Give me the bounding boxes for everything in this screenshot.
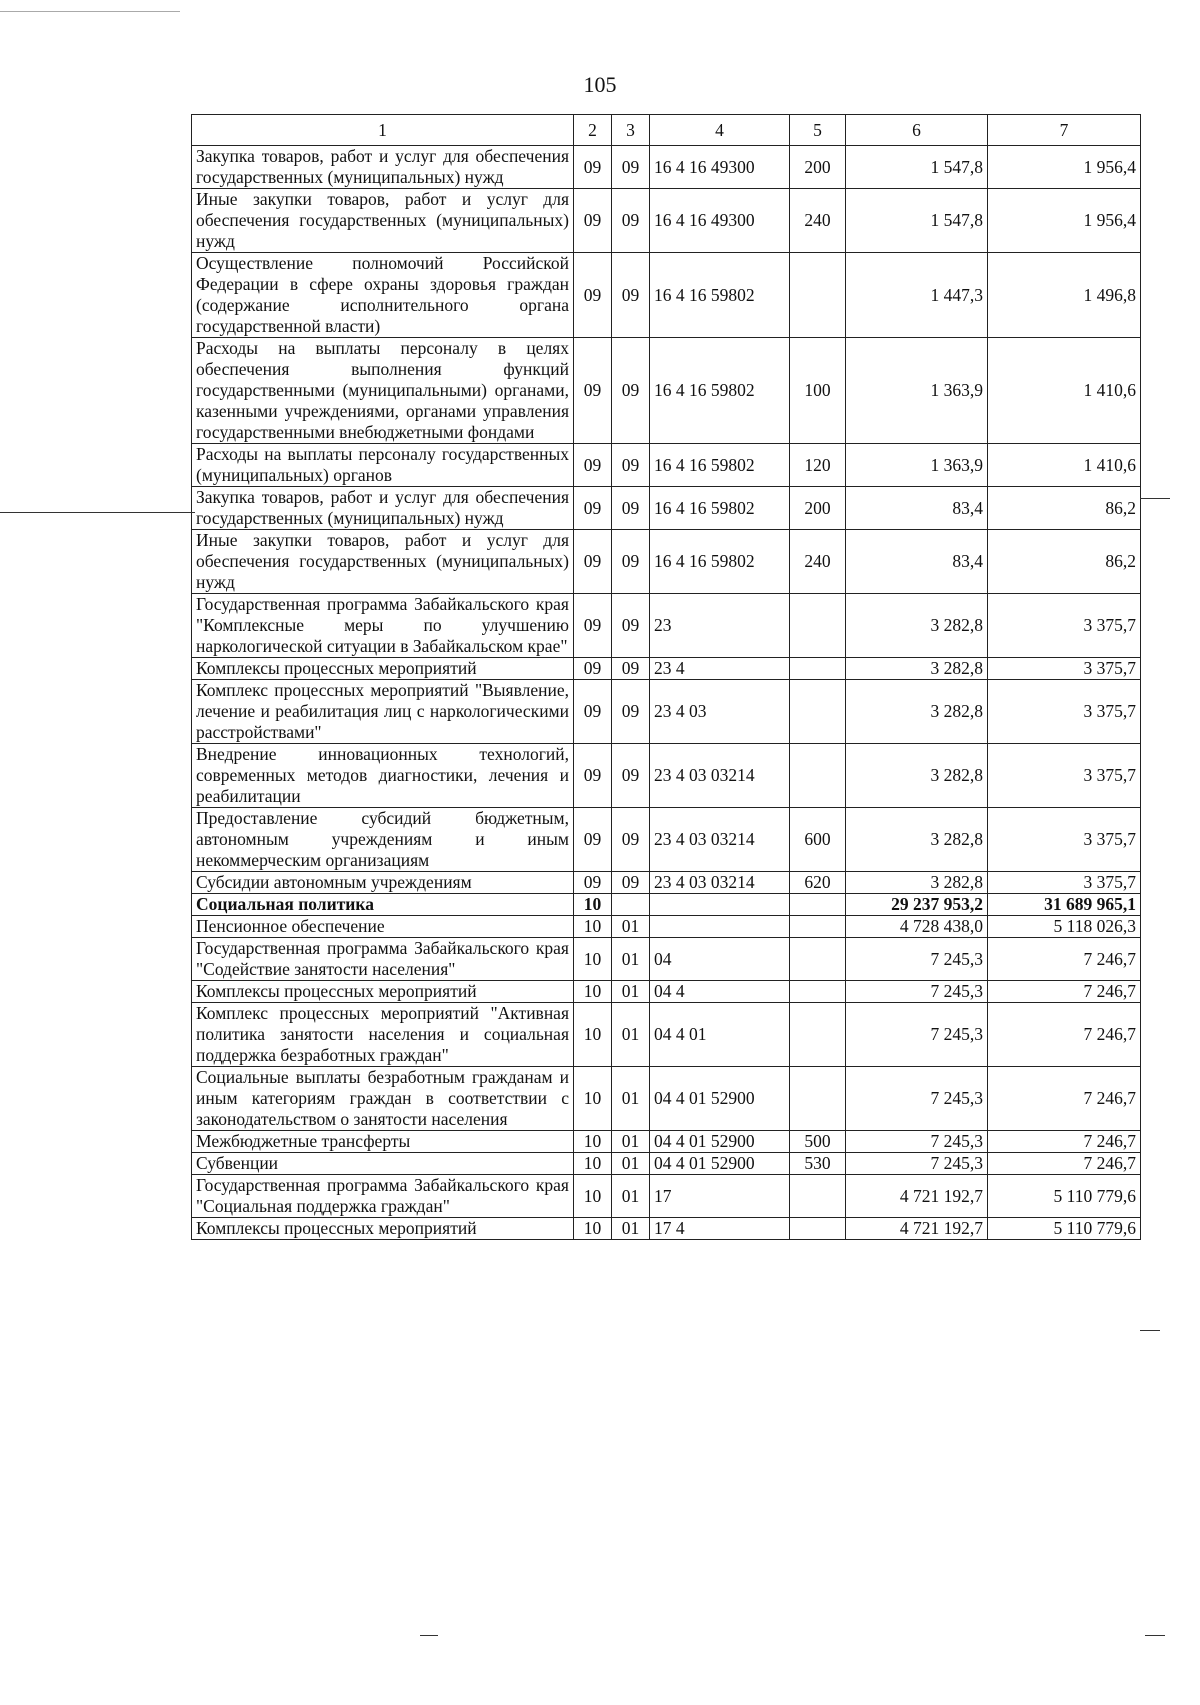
item-name-cell: Расходы на выплаты персоналу государственных (муниципальных) органов (192, 444, 574, 487)
expense-type-cell: 240 (790, 189, 846, 253)
amount-year2-cell: 7 246,7 (988, 938, 1141, 981)
section-code-cell: 09 (574, 444, 612, 487)
amount-year2-cell: 1 410,6 (988, 444, 1141, 487)
target-article-cell: 04 4 (650, 981, 790, 1003)
amount-year1-cell: 3 282,8 (846, 680, 988, 744)
subsection-code-cell: 01 (612, 916, 650, 938)
amount-year2-cell: 1 496,8 (988, 253, 1141, 338)
expense-type-cell (790, 1003, 846, 1067)
subsection-code-cell: 09 (612, 680, 650, 744)
amount-year1-cell: 7 245,3 (846, 1153, 988, 1175)
amount-year2-cell: 3 375,7 (988, 594, 1141, 658)
section-code-cell: 09 (574, 808, 612, 872)
target-article-cell: 04 4 01 52900 (650, 1153, 790, 1175)
item-name-cell: Иные закупки товаров, работ и услуг для обеспечения государственных (муниципальных) нужд (192, 189, 574, 253)
subsection-code-cell: 09 (612, 872, 650, 894)
table-row (192, 487, 1141, 530)
table-row (192, 444, 1141, 487)
amount-year1-cell: 3 282,8 (846, 872, 988, 894)
amount-year1-cell: 83,4 (846, 530, 988, 594)
section-code-cell: 09 (574, 189, 612, 253)
table-row (192, 872, 1141, 894)
table-row (192, 658, 1141, 680)
subsection-code-cell: 09 (612, 658, 650, 680)
item-name-cell: Субвенции (192, 1153, 574, 1175)
target-article-cell: 23 4 03 03214 (650, 744, 790, 808)
section-code-cell: 10 (574, 938, 612, 981)
item-name-cell: Государственная программа Забайкальского края "Социальная поддержка граждан" (192, 1175, 574, 1218)
table-row (192, 1003, 1141, 1067)
amount-year1-cell: 1 547,8 (846, 146, 988, 189)
table-row (192, 189, 1141, 253)
expense-type-cell: 200 (790, 146, 846, 189)
amount-year1-cell: 4 721 192,7 (846, 1175, 988, 1218)
item-name-cell: Комплекс процессных мероприятий "Активная политика занятости населения и социальная поддержка безработных граждан" (192, 1003, 574, 1067)
item-name-cell: Государственная программа Забайкальского края "Содействие занятости населения" (192, 938, 574, 981)
target-article-cell: 04 4 01 52900 (650, 1131, 790, 1153)
target-article-cell: 23 4 03 (650, 680, 790, 744)
item-name-cell: Закупка товаров, работ и услуг для обеспечения государственных (муниципальных) нужд (192, 487, 574, 530)
subsection-code-cell: 09 (612, 444, 650, 487)
expense-type-cell: 200 (790, 487, 846, 530)
table-row (192, 338, 1141, 444)
amount-year2-cell: 3 375,7 (988, 808, 1141, 872)
table-row (192, 808, 1141, 872)
section-code-cell: 09 (574, 146, 612, 189)
subsection-code-cell: 01 (612, 1153, 650, 1175)
item-name-cell: Комплексы процессных мероприятий (192, 981, 574, 1003)
amount-year2-cell: 5 110 779,6 (988, 1218, 1141, 1240)
section-code-cell: 10 (574, 1003, 612, 1067)
section-code-cell: 09 (574, 658, 612, 680)
section-code-cell: 09 (574, 744, 612, 808)
item-name-cell: Государственная программа Забайкальского края "Комплексные меры по улучшению наркологической ситуации в Забайкальском крае" (192, 594, 574, 658)
section-code-cell: 09 (574, 253, 612, 338)
header-cell: 1 (192, 115, 574, 146)
budget-table (191, 114, 1141, 1240)
target-article-cell: 16 4 16 59802 (650, 444, 790, 487)
table-row (192, 594, 1141, 658)
expense-type-cell (790, 744, 846, 808)
subsection-code-cell: 09 (612, 487, 650, 530)
amount-year1-cell: 29 237 953,2 (846, 894, 988, 916)
header-cell: 2 (574, 115, 612, 146)
item-name-cell: Осуществление полномочий Российской Федерации в сфере охраны здоровья граждан (содержание исполнительного органа государственной власти) (192, 253, 574, 338)
header-cell: 5 (790, 115, 846, 146)
amount-year2-cell: 5 110 779,6 (988, 1175, 1141, 1218)
table-row (192, 1218, 1141, 1240)
section-code-cell: 10 (574, 981, 612, 1003)
scan-artifact-line (0, 11, 180, 12)
target-article-cell: 23 4 03 03214 (650, 872, 790, 894)
amount-year1-cell: 3 282,8 (846, 808, 988, 872)
subsection-code-cell: 01 (612, 1003, 650, 1067)
expense-type-cell (790, 253, 846, 338)
subsection-code-cell (612, 894, 650, 916)
table-row (192, 916, 1141, 938)
expense-type-cell (790, 916, 846, 938)
section-code-cell: 10 (574, 1131, 612, 1153)
amount-year1-cell: 7 245,3 (846, 938, 988, 981)
amount-year1-cell: 7 245,3 (846, 1067, 988, 1131)
item-name-cell: Внедрение инновационных технологий, современных методов диагностики, лечения и реабилитации (192, 744, 574, 808)
table-row (192, 680, 1141, 744)
item-name-cell: Закупка товаров, работ и услуг для обеспечения государственных (муниципальных) нужд (192, 146, 574, 189)
target-article-cell: 16 4 16 59802 (650, 253, 790, 338)
table-row (192, 981, 1141, 1003)
expense-type-cell (790, 894, 846, 916)
expense-type-cell: 120 (790, 444, 846, 487)
scan-artifact-line (1145, 1635, 1165, 1636)
amount-year2-cell: 1 410,6 (988, 338, 1141, 444)
target-article-cell: 17 (650, 1175, 790, 1218)
expense-type-cell: 500 (790, 1131, 846, 1153)
section-code-cell: 10 (574, 1153, 612, 1175)
header-cell: 6 (846, 115, 988, 146)
table-row (192, 894, 1141, 916)
item-name-cell: Иные закупки товаров, работ и услуг для обеспечения государственных (муниципальных) нужд (192, 530, 574, 594)
target-article-cell: 04 4 01 52900 (650, 1067, 790, 1131)
amount-year1-cell: 83,4 (846, 487, 988, 530)
expense-type-cell (790, 594, 846, 658)
expense-type-cell (790, 938, 846, 981)
item-name-cell: Расходы на выплаты персоналу в целях обеспечения выполнения функций государственными (муниципальными) органами, казенными учреждениями, органами управления государственными внебюджетными фондами (192, 338, 574, 444)
item-name-cell: Социальные выплаты безработным гражданам и иным категориям граждан в соответствии с законодательством о занятости населения (192, 1067, 574, 1131)
subsection-code-cell: 09 (612, 146, 650, 189)
table-row (192, 253, 1141, 338)
expense-type-cell (790, 1218, 846, 1240)
expense-type-cell: 600 (790, 808, 846, 872)
amount-year2-cell: 1 956,4 (988, 189, 1141, 253)
expense-type-cell (790, 658, 846, 680)
target-article-cell: 23 4 (650, 658, 790, 680)
header-cell: 7 (988, 115, 1141, 146)
item-name-cell: Комплексы процессных мероприятий (192, 658, 574, 680)
section-code-cell: 09 (574, 594, 612, 658)
amount-year2-cell: 3 375,7 (988, 658, 1141, 680)
section-code-cell: 10 (574, 1218, 612, 1240)
item-name-cell: Комплекс процессных мероприятий "Выявление, лечение и реабилитация лиц с наркологическими расстройствами" (192, 680, 574, 744)
subsection-code-cell: 09 (612, 744, 650, 808)
expense-type-cell: 100 (790, 338, 846, 444)
expense-type-cell: 240 (790, 530, 846, 594)
section-code-cell: 10 (574, 916, 612, 938)
scan-artifact-line (1140, 1330, 1160, 1331)
item-name-cell: Комплексы процессных мероприятий (192, 1218, 574, 1240)
expense-type-cell (790, 981, 846, 1003)
section-code-cell: 10 (574, 1175, 612, 1218)
target-article-cell: 04 (650, 938, 790, 981)
target-article-cell (650, 916, 790, 938)
subsection-code-cell: 01 (612, 1218, 650, 1240)
page-number: 105 (583, 72, 617, 97)
section-code-cell: 09 (574, 487, 612, 530)
section-code-cell: 10 (574, 894, 612, 916)
subsection-code-cell: 09 (612, 253, 650, 338)
amount-year2-cell: 7 246,7 (988, 1131, 1141, 1153)
item-name-cell: Предоставление субсидий бюджетным, автономным учреждениям и иным некоммерческим организациям (192, 808, 574, 872)
table-row (192, 938, 1141, 981)
amount-year1-cell: 1 547,8 (846, 189, 988, 253)
scan-artifact-line (0, 512, 195, 513)
subsection-code-cell: 09 (612, 530, 650, 594)
amount-year2-cell: 1 956,4 (988, 146, 1141, 189)
amount-year2-cell: 7 246,7 (988, 1153, 1141, 1175)
scan-artifact-line (420, 1635, 438, 1636)
expense-type-cell (790, 680, 846, 744)
item-name-cell: Субсидии автономным учреждениям (192, 872, 574, 894)
amount-year1-cell: 4 721 192,7 (846, 1218, 988, 1240)
expense-type-cell (790, 1067, 846, 1131)
expense-type-cell: 620 (790, 872, 846, 894)
target-article-cell: 16 4 16 59802 (650, 530, 790, 594)
table-row (192, 1067, 1141, 1131)
amount-year1-cell: 3 282,8 (846, 744, 988, 808)
amount-year1-cell: 4 728 438,0 (846, 916, 988, 938)
table-row (192, 1175, 1141, 1218)
amount-year1-cell: 1 363,9 (846, 444, 988, 487)
amount-year1-cell: 1 447,3 (846, 253, 988, 338)
subsection-code-cell: 09 (612, 189, 650, 253)
target-article-cell: 16 4 16 49300 (650, 146, 790, 189)
amount-year2-cell: 7 246,7 (988, 1067, 1141, 1131)
target-article-cell: 23 (650, 594, 790, 658)
amount-year1-cell: 7 245,3 (846, 1131, 988, 1153)
amount-year1-cell: 3 282,8 (846, 594, 988, 658)
table-row (192, 1153, 1141, 1175)
subsection-code-cell: 01 (612, 1067, 650, 1131)
subsection-code-cell: 01 (612, 981, 650, 1003)
target-article-cell: 16 4 16 59802 (650, 487, 790, 530)
amount-year1-cell: 3 282,8 (846, 658, 988, 680)
subsection-code-cell: 09 (612, 808, 650, 872)
amount-year2-cell: 31 689 965,1 (988, 894, 1141, 916)
table-header-row (192, 115, 1141, 146)
target-article-cell: 23 4 03 03214 (650, 808, 790, 872)
item-name-cell: Межбюджетные трансферты (192, 1131, 574, 1153)
subsection-code-cell: 09 (612, 338, 650, 444)
amount-year1-cell: 7 245,3 (846, 981, 988, 1003)
item-name-cell: Социальная политика (192, 894, 574, 916)
amount-year2-cell: 5 118 026,3 (988, 916, 1141, 938)
expense-type-cell: 530 (790, 1153, 846, 1175)
section-code-cell: 10 (574, 1067, 612, 1131)
table-row (192, 146, 1141, 189)
section-code-cell: 09 (574, 338, 612, 444)
amount-year2-cell: 7 246,7 (988, 1003, 1141, 1067)
amount-year2-cell: 7 246,7 (988, 981, 1141, 1003)
section-code-cell: 09 (574, 530, 612, 594)
subsection-code-cell: 09 (612, 594, 650, 658)
target-article-cell: 04 4 01 (650, 1003, 790, 1067)
header-cell: 3 (612, 115, 650, 146)
item-name-cell: Пенсионное обеспечение (192, 916, 574, 938)
amount-year2-cell: 3 375,7 (988, 680, 1141, 744)
table-row (192, 744, 1141, 808)
section-code-cell: 09 (574, 872, 612, 894)
target-article-cell: 16 4 16 59802 (650, 338, 790, 444)
target-article-cell: 17 4 (650, 1218, 790, 1240)
target-article-cell (650, 894, 790, 916)
amount-year2-cell: 3 375,7 (988, 744, 1141, 808)
table-row (192, 1131, 1141, 1153)
scan-artifact-line (1140, 498, 1170, 499)
expense-type-cell (790, 1175, 846, 1218)
amount-year2-cell: 3 375,7 (988, 872, 1141, 894)
amount-year2-cell: 86,2 (988, 487, 1141, 530)
header-cell: 4 (650, 115, 790, 146)
amount-year2-cell: 86,2 (988, 530, 1141, 594)
subsection-code-cell: 01 (612, 1175, 650, 1218)
section-code-cell: 09 (574, 680, 612, 744)
target-article-cell: 16 4 16 49300 (650, 189, 790, 253)
table-row (192, 530, 1141, 594)
subsection-code-cell: 01 (612, 1131, 650, 1153)
amount-year1-cell: 1 363,9 (846, 338, 988, 444)
subsection-code-cell: 01 (612, 938, 650, 981)
amount-year1-cell: 7 245,3 (846, 1003, 988, 1067)
